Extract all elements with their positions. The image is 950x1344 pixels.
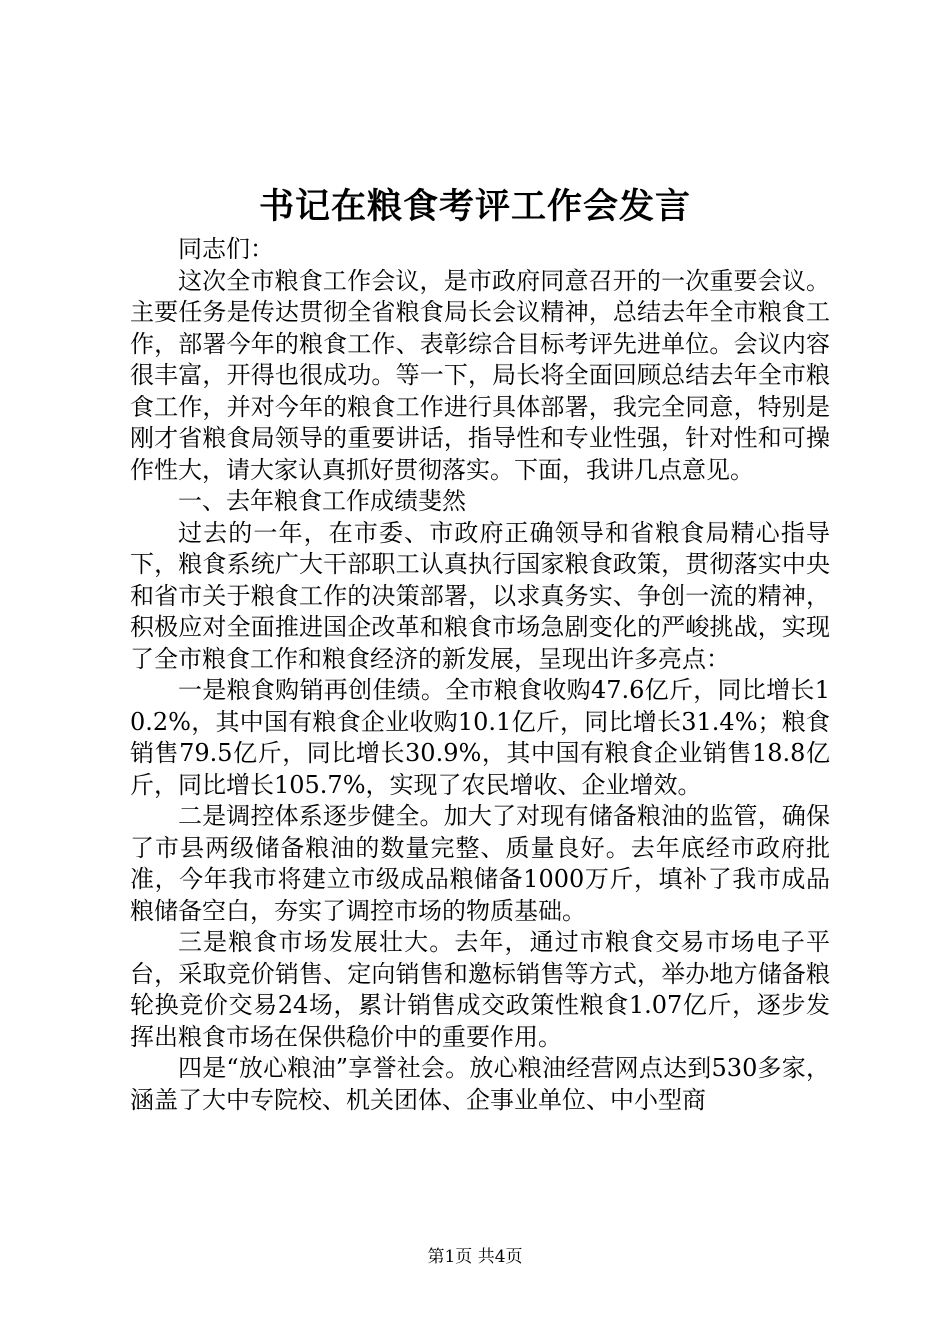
- section-heading: 一、去年粮食工作成绩斐然: [178, 487, 466, 515]
- body-paragraph: 过去的一年，在市委、市政府正确领导和省粮食局精心指导下，粮食系统广大干部职工认真执行国家粮食政策，贯彻落实中央和省市关于粮食工作的决策部署，以求真务实、争创一流的精神，积极应对全面推进国企改革和粮食市场急剧变化的严峻挑战，实现了全市粮食工作和粮食经济的新发展，呈现出许多亮点：: [130, 518, 830, 673]
- body-paragraph: 四是“放心粮油”享誉社会。放心粮油经营网点达到530多家，涵盖了大中专院校、机关团体、企事业单位、中小型商: [130, 1054, 830, 1114]
- intro-paragraph: 这次全市粮食工作会议，是市政府同意召开的一次重要会议。主要任务是传达贯彻全省粮食局长会议精神，总结去年全市粮食工作，部署今年的粮食工作、表彰综合目标考评先进单位。会议内容很丰富，开得也很成功。等一下，局长将全面回顾总结去年全市粮食工作，并对今年的粮食工作进行具体部署，我完全同意，特别是刚才省粮食局领导的重要讲话，指导性和专业性强，针对性和可操作性大，请大家认真抓好贯彻落实。下面，我讲几点意见。: [130, 266, 830, 484]
- document-body: [130, 234, 830, 1116]
- body-paragraph: 二是调控体系逐步健全。加大了对现有储备粮油的监管，确保了市县两级储备粮油的数量完整、质量良好。去年底经市政府批准，今年我市将建立市级成品粮储备1000万斤，填补了我市成品粮储备空白，夯实了调控市场的物质基础。: [130, 802, 830, 925]
- page-footer: 第1页 共4页: [427, 1247, 523, 1267]
- document-title: 书记在粮食考评工作会发言: [258, 186, 691, 227]
- greeting-paragraph: 同志们：: [178, 235, 274, 263]
- body-paragraph: 三是粮食市场发展壮大。去年，通过市粮食交易市场电子平台，采取竞价销售、定向销售和邀标销售等方式，举办地方储备粮轮换竞价交易24场，累计销售成交政策性粮食1.07亿斤，逐步发挥出粮食市场在保供稳价中的重要作用。: [130, 928, 830, 1051]
- body-paragraph: 一是粮食购销再创佳绩。全市粮食收购47.6亿斤，同比增长10.2%，其中国有粮食企业收购10.1亿斤，同比增长31.4%；粮食销售79.5亿斤，同比增长30.9%，其中国有粮食企业销售18.8亿斤，同比增长105.7%，实现了农民增收、企业增效。: [130, 676, 830, 799]
